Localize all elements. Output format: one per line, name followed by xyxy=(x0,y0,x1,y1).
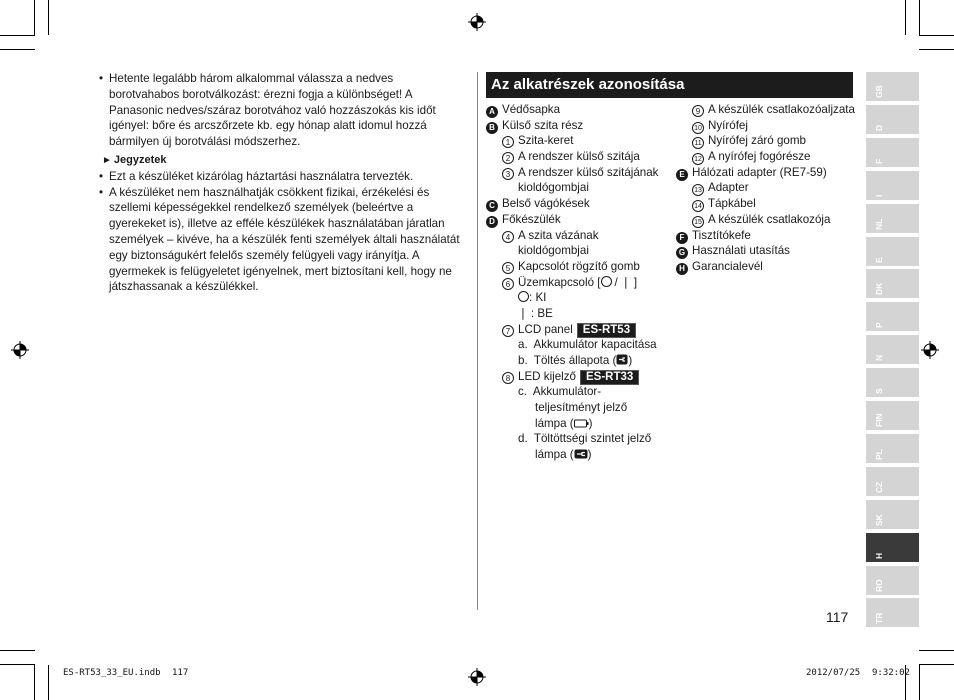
switch-off-row xyxy=(486,290,676,306)
part-item-14 xyxy=(676,196,856,212)
part-item-E xyxy=(676,165,856,181)
registration-mark-icon xyxy=(468,13,486,31)
number-marker: 9 xyxy=(692,105,704,117)
part-label: lámpa ( xyxy=(535,448,574,462)
switch-off-label: : KI xyxy=(529,291,547,305)
crop-mark xyxy=(905,0,906,35)
sub-marker: c. xyxy=(518,385,528,399)
plug-icon xyxy=(574,449,588,459)
crop-mark xyxy=(919,49,954,50)
left-column xyxy=(99,71,464,295)
language-tab-label: P xyxy=(874,322,884,328)
number-marker: 8 xyxy=(502,372,514,384)
part-item-10 xyxy=(676,118,856,134)
part-item-8d-cont xyxy=(486,447,676,463)
crop-mark xyxy=(0,650,35,651)
language-tab-d xyxy=(866,105,919,134)
part-item-4-cont: kioldógombjai xyxy=(518,244,589,258)
language-tab-pl xyxy=(866,434,919,463)
footer-file: ES-RT53_33_EU.indb xyxy=(63,668,161,678)
arrow-right-icon: ► xyxy=(102,154,112,166)
language-tab-label: TR xyxy=(874,612,884,624)
part-item-H xyxy=(676,259,856,275)
part-item-8c-cont2 xyxy=(486,416,676,432)
number-marker: 13 xyxy=(692,184,704,196)
language-tab-h xyxy=(866,533,919,562)
language-tab-s xyxy=(866,368,919,397)
bullet-wet-shaving-tip: • Hetente legalább három alkalommal válassza a nedves borotvahabos borotválkozást: érezni fogja a különbséget! A Panasonic nedves/száraz borotvához való hozzászokás kis időt igényel: bőre és arcszőrzete kb. egy hónap alatt idomul hozzá bármilyen új borotválási módszerhez. xyxy=(99,71,464,150)
language-tab-label: S xyxy=(874,388,884,394)
registration-mark-icon xyxy=(11,341,29,359)
part-label: Töltöttségi szintet jelző xyxy=(533,432,652,446)
model-badge-rt33: ES-RT33 xyxy=(580,370,639,385)
off-circle-icon xyxy=(601,276,612,287)
section-title: Az alkatrészek azonosítása xyxy=(486,72,853,98)
number-marker: 15 xyxy=(692,216,704,228)
part-label: Nyírófej xyxy=(708,118,748,132)
part-item-7a xyxy=(486,337,676,353)
part-label: Töltés állapota ( xyxy=(533,354,617,367)
part-item-15 xyxy=(676,212,856,228)
registration-mark-icon xyxy=(468,668,486,686)
model-badge-rt53: ES-RT53 xyxy=(577,323,636,338)
language-tab-gb xyxy=(866,72,919,101)
number-marker: 3 xyxy=(502,168,514,180)
language-tab-dk xyxy=(866,269,919,298)
part-item-C xyxy=(486,196,676,212)
part-label: A készülék csatlakozóaljzata xyxy=(708,103,855,116)
note-supervision: • A készüléket nem használhatják csökkent fizikai, érzékelési és szellemi képességekkel rendelkező személyek (beleértve a gyerekeket is), illetve az efféle készülékek használatában járatlan személyek – kivéve, ha a készülék fenti személyek általi használatát egy biztonságukért felelős személy felügyeli vagy irányítja. A gyermekek is felügyeletet igényelnek, mert biztosítani kell, hogy ne játszhassanak a készülékkel. xyxy=(99,185,464,296)
charging-plug-icon xyxy=(616,354,628,365)
part-item-4 xyxy=(486,228,676,244)
language-tab-label: E xyxy=(874,257,884,263)
language-tab-n xyxy=(866,335,919,364)
language-tab-label: D xyxy=(874,124,884,131)
language-tab-label: CZ xyxy=(874,481,884,493)
language-tab-label: SK xyxy=(874,514,884,526)
letter-marker: G xyxy=(676,247,688,259)
number-marker: 14 xyxy=(692,200,704,212)
notes-heading-label: Jegyzetek xyxy=(113,153,167,166)
crop-mark xyxy=(34,0,35,35)
part-item-2 xyxy=(486,149,676,165)
bracket-close: ] xyxy=(633,275,638,289)
part-label: Használati utasítás xyxy=(692,244,790,258)
part-item-A xyxy=(486,102,676,118)
language-tab-cz xyxy=(866,467,919,496)
part-item-11 xyxy=(676,133,856,149)
crop-mark xyxy=(919,665,920,700)
number-marker: 6 xyxy=(502,278,514,290)
language-tab-label: FIN xyxy=(874,413,884,427)
language-tab-f xyxy=(866,138,919,167)
part-label: Garancialevél xyxy=(692,259,763,273)
number-marker: 4 xyxy=(502,231,514,243)
paren: ) xyxy=(587,448,592,462)
part-item-8d xyxy=(486,431,676,447)
letter-marker: A xyxy=(486,106,498,118)
footer-page: 117 xyxy=(172,668,189,678)
crop-mark xyxy=(0,49,35,50)
part-label: Akkumulátor kapacitása xyxy=(533,338,657,352)
part-label: A szita vázának xyxy=(518,228,599,242)
part-label: A rendszer külső szitájának xyxy=(518,165,659,179)
letter-marker: F xyxy=(676,232,688,244)
footer-date: 2012/07/25 xyxy=(806,668,861,678)
language-tab-i xyxy=(866,171,919,200)
crop-mark xyxy=(919,35,954,36)
language-tab-label: N xyxy=(874,354,884,361)
part-item-9 xyxy=(676,102,856,118)
part-item-6: 6 Üzemkapcsoló [ / ❘ ] xyxy=(486,275,676,291)
part-item-G xyxy=(676,243,856,259)
part-label: LCD panel xyxy=(518,322,573,336)
off-circle-icon xyxy=(518,291,529,302)
part-label: Adapter xyxy=(708,181,749,195)
language-tab-label: GB xyxy=(874,85,884,98)
part-label: Külső szita rész xyxy=(502,118,584,132)
language-tab-p xyxy=(866,302,919,331)
part-label: Belső vágókések xyxy=(502,197,590,211)
crop-mark xyxy=(34,665,35,700)
part-label: lámpa ( xyxy=(535,416,574,430)
part-item-1 xyxy=(486,133,676,149)
part-label: Tisztítókefe xyxy=(692,228,751,242)
part-item-8 xyxy=(486,369,676,385)
language-tab-tr xyxy=(866,598,919,627)
part-item-13 xyxy=(676,180,856,196)
sub-marker: d. xyxy=(518,432,528,446)
part-label: Üzemkapcsoló [ xyxy=(518,275,601,289)
crop-mark xyxy=(0,35,35,36)
footer-time: 9:32:02 xyxy=(872,668,910,678)
parts-list-left xyxy=(486,102,676,463)
part-item-8c-cont1: teljesítményt jelző xyxy=(535,401,628,415)
number-marker: 2 xyxy=(502,152,514,164)
language-tab-label: DK xyxy=(874,282,884,295)
language-tab-label: PL xyxy=(874,449,884,460)
part-label: LED kijelző xyxy=(518,369,576,383)
number-marker: 11 xyxy=(692,137,704,149)
note-household-use: • Ezt a készüléket kizárólag háztartási használatra tervezték. xyxy=(99,169,464,185)
column-divider xyxy=(477,72,478,610)
part-item-3 xyxy=(486,165,676,181)
crop-mark xyxy=(48,0,49,35)
language-tab-label: H xyxy=(874,552,884,559)
number-marker: 5 xyxy=(502,262,514,274)
part-label: Nyírófej záró gomb xyxy=(708,134,806,148)
crop-mark xyxy=(919,0,920,35)
part-item-7 xyxy=(486,322,676,338)
language-tab-sk xyxy=(866,500,919,529)
part-label: Főkészülék xyxy=(502,212,561,226)
sub-marker: a. xyxy=(518,338,528,352)
part-label: A rendszer külső szitája xyxy=(518,150,640,164)
letter-marker: E xyxy=(676,169,688,181)
parts-list-right xyxy=(676,102,856,275)
part-item-5 xyxy=(486,259,676,275)
part-label: A készülék csatlakozója xyxy=(708,212,831,226)
part-item-12 xyxy=(676,149,856,165)
part-item-8c xyxy=(486,384,676,400)
letter-marker: H xyxy=(676,263,688,275)
part-label: Védősapka xyxy=(502,103,561,116)
part-item-B xyxy=(486,118,676,134)
paren: ) xyxy=(588,416,593,430)
part-label: Tápkábel xyxy=(708,197,756,211)
battery-icon xyxy=(574,419,589,428)
language-tab-label: RO xyxy=(874,579,884,592)
part-item-F xyxy=(676,228,856,244)
letter-marker: C xyxy=(486,200,498,212)
part-label: A nyírófej fogórésze xyxy=(708,150,811,164)
number-marker: 10 xyxy=(692,122,704,134)
page-number: 117 xyxy=(826,609,849,625)
sub-marker: b. xyxy=(518,354,528,367)
part-item-7b xyxy=(486,353,676,369)
part-label: Szita-keret xyxy=(518,134,574,148)
letter-marker: B xyxy=(486,122,498,134)
number-marker: 7 xyxy=(502,325,514,337)
paren: ) xyxy=(628,354,633,367)
language-tab-fin xyxy=(866,401,919,430)
part-label: Kapcsolót rögzítő gomb xyxy=(518,259,640,273)
part-item-3-cont: kioldógombjai xyxy=(518,181,589,195)
language-tab-label: NL xyxy=(874,218,884,230)
part-label: Hálózati adapter (RE7-59) xyxy=(692,165,827,179)
registration-mark-icon xyxy=(921,341,939,359)
language-tab-label: I xyxy=(874,194,884,197)
crop-mark xyxy=(919,664,954,665)
letter-marker: D xyxy=(486,216,498,228)
language-tab-label: F xyxy=(874,158,884,164)
crop-mark xyxy=(0,664,35,665)
crop-mark xyxy=(48,665,49,700)
part-item-D xyxy=(486,212,676,228)
notes-heading xyxy=(102,153,464,169)
language-tab-e xyxy=(866,237,919,266)
number-marker: 12 xyxy=(692,153,704,165)
language-tab-nl xyxy=(866,204,919,233)
number-marker: 1 xyxy=(502,136,514,148)
switch-on-row: ❘ : BE xyxy=(518,306,553,320)
crop-mark xyxy=(919,650,954,651)
language-tab-ro xyxy=(866,566,919,595)
part-label: Akkumulátor- xyxy=(532,385,602,399)
